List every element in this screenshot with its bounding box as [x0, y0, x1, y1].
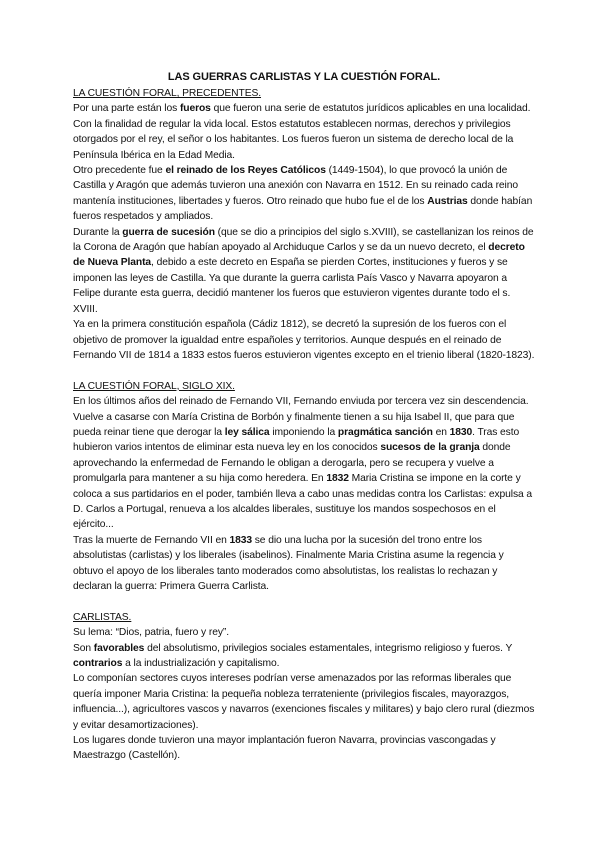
section [73, 86, 535, 363]
text-run: (1449-1504), lo que provocó la unión de Castilla y Aragón que además tuvieron una anexión con Navarra en 1512. En su reinado cada reino mantenía instituciones, libertades y fueros. Otro reinado que hubo fue el de los [73, 165, 519, 207]
text-run: donde aprovechando la enfermedad de Fernando le obligan a derogarla, pero se recupera y vuelve a promulgarla para mantener a su hija como heredera. En [73, 442, 511, 485]
text-run: Ya en la primera constitución española (Cádiz 1812), se decretó la supresión de los fueros con el objetivo de promover la igualdad entre españoles y territorios. Aunque después en el reinado de Fernando VII de 1814 a 1833 estos fueros estuvieron vigentes excepto en el trienio liberal (1820-1823). [73, 319, 535, 361]
paragraph [73, 671, 535, 733]
bold-term: 1832 [326, 473, 349, 485]
bold-term: favorables [93, 642, 145, 654]
bold-term: el reinado de los Reyes Católicos [165, 165, 326, 177]
text-run: a la industrialización y capitalismo. [122, 658, 280, 669]
text-run: se dio una lucha por la sucesión del trono entre los absolutistas (carlistas) y los liberales (isabelinos). Finalmente Maria Cristina asume la regencia y obtuvo el apoyo de los liberales tanto moderados como absolutistas, los realistas lo rechazan y declaran la guerra: Primera Guerra Carlista. [73, 534, 504, 592]
bold-term: pragmática sanción [337, 426, 433, 438]
section-heading: LA CUESTIÓN FORAL, SIGLO XIX. [73, 380, 235, 392]
bold-term: fueros [179, 103, 211, 115]
text-run: . Tras esto hubieron varios intentos de eliminar esta nueva ley en los conocidos [73, 426, 520, 454]
text-run: Otro precedente fue [73, 165, 166, 177]
paragraph [73, 733, 535, 764]
bold-term: Austrias [427, 195, 468, 207]
text-run: (que se dio a principios del siglo s.XVIII), se castellanizan los reinos de la Corona de Aragón que habían apoyado al Archiduque Carlos y se da un nuevo decreto, el [73, 226, 534, 254]
paragraph [73, 641, 535, 672]
text-run: Tras la muerte de Fernando VII en [73, 534, 230, 546]
section [73, 379, 535, 595]
section-spacer [73, 363, 535, 378]
sections-container [73, 86, 535, 764]
section-heading: LA CUESTIÓN FORAL, PRECEDENTES. [73, 88, 262, 99]
bold-term: 1830 [449, 426, 473, 438]
text-run: Lo componían sectores cuyos intereses podrían verse amenazados por las reformas liberales que quería imponer Maria Cristina: la pequeña nobleza terrateniente (privilegios fiscales, mayorazgos, influencia...), agricultores vascos y navarros (exenciones fiscales y militares) y bajo clero rural (diezmos y evitar desamortizaciones). [73, 673, 535, 731]
section-spacer [73, 594, 535, 609]
bold-term: decreto de Nueva Planta [73, 242, 525, 269]
bold-term: ley sálica [224, 426, 270, 438]
section-heading: CARLISTAS. [73, 611, 132, 623]
text-run: Los lugares donde tuvieron una mayor implantación fueron Navarra, provincias vascongadas y Maestrazgo (Castellón). [73, 735, 496, 762]
document-title: LAS GUERRAS CARLISTAS Y LA CUESTIÓN FORAL. [167, 71, 441, 83]
paragraph [73, 101, 535, 163]
bold-term: 1833 [229, 534, 252, 546]
text-run: Maria Cristina se impone en la corte y coloca a sus partidarios en el poder, también lleva a cabo unas medidas contra los Carlistas: expulsa a D. Carlos a Portugal, renueva a los alcaldes liberales, sustituye los mandos sospechosos en el ejército... [73, 473, 533, 531]
paragraph [73, 394, 535, 533]
paragraph [73, 533, 535, 595]
document-body [73, 70, 535, 764]
paragraph [73, 225, 535, 317]
paragraph [73, 163, 535, 225]
paragraph [73, 625, 535, 640]
text-run: donde habían fueros respetados y ampliados. [73, 195, 533, 223]
text-run: , debido a este decreto en España se pierden Cortes, instituciones y fueros y se imponen las leyes de Castilla. Ya que durante la guerra carlista País Vasco y Navarra apoyaron a Felipe durante esta guerra, decidió mantener los fueros que estuvieron vigentes durante todo el s. XVIII. [73, 257, 511, 315]
text-run: del absolutismo, privilegios sociales estamentales, integrismo religioso y fueros. Y [144, 642, 513, 654]
text-run: Durante la [73, 226, 123, 238]
bold-term: contrarios [73, 658, 123, 669]
bold-term: sucesos de la granja [380, 442, 480, 454]
text-run: en [432, 426, 450, 438]
text-run: que fueron una serie de estatutos jurídicos aplicables en una localidad. Con la finalidad de regular la vida local. Estos estatutos establecen normas, derechos y privilegios otorgados por el rey, el señor o los habitantes. Los fueros fueron un sistema de derecho local de la Península Ibérica en la Edad Media. [73, 103, 531, 161]
bold-term: guerra de sucesión [122, 226, 215, 238]
section [73, 610, 535, 764]
paragraph [73, 317, 535, 363]
text-run: Por una parte están los [73, 103, 180, 115]
text-run: En los últimos años del reinado de Fernando VII, Fernando enviuda por tercera vez sin descendencia. Vuelve a casarse con María Cristina de Borbón y finalmente tienen a su hija Isabel II, que para que pueda reinar tiene que derogar la [73, 396, 529, 438]
text-run: imponiendo la [269, 426, 338, 438]
text-run: Son [73, 642, 94, 654]
text-run: Su lema: “Dios, patria, fuero y rey”. [73, 627, 229, 639]
